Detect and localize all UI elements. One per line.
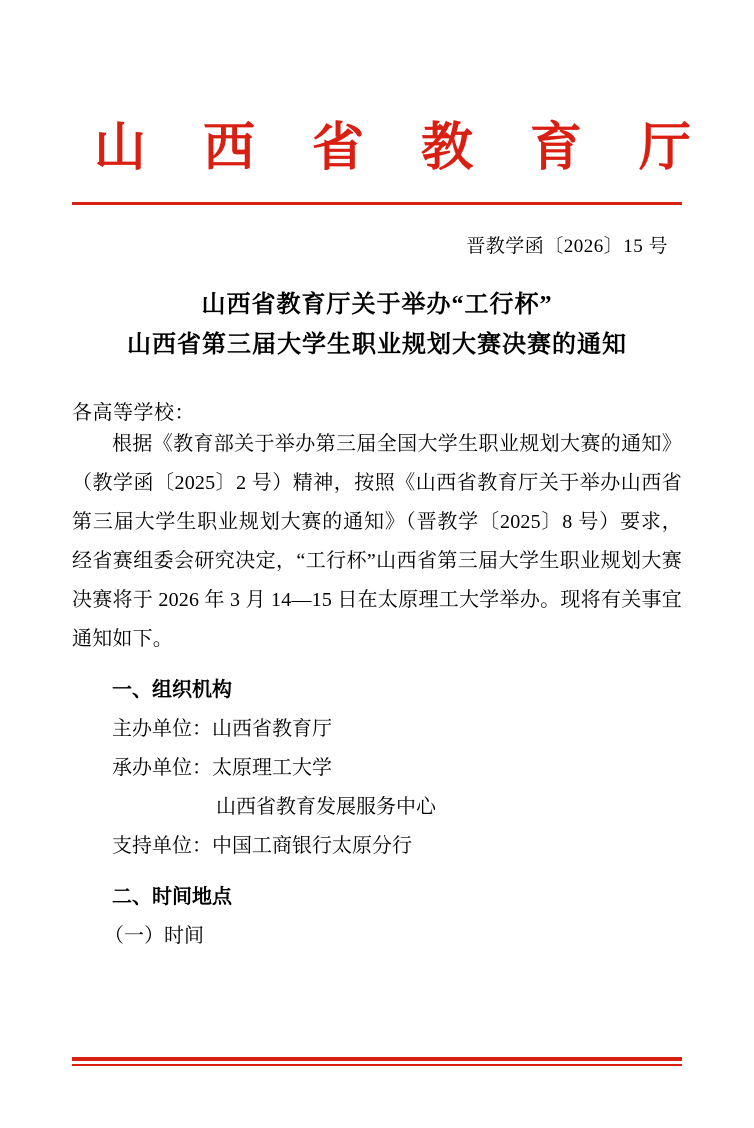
supporter-row [72, 827, 682, 866]
section-heading-time-place: 二、时间地点 [112, 885, 232, 908]
document-number: 晋教学函〔2026〕15 号 [466, 236, 668, 258]
organizer-row [72, 710, 682, 749]
section-heading-organization: 一、组织机构 [112, 678, 232, 701]
organizer-label: 主办单位： [112, 717, 212, 740]
subsection-time: （一）时间 [104, 924, 204, 947]
footer-red-rule-thick [72, 1057, 682, 1061]
undertaker-value: 太原理工大学 [212, 756, 332, 779]
undertaker-row [72, 749, 682, 788]
masthead-title: 山 西 省 教 育 厅 [94, 120, 714, 177]
header-red-rule [72, 202, 682, 205]
document-title-line-1: 山西省教育厅关于举办“工行杯” [201, 292, 553, 319]
salutation: 各高等学校： [72, 401, 195, 424]
undertaker-row-2: 山西省教育发展服务中心 [216, 795, 436, 818]
supporter-label: 支持单位： [112, 834, 212, 857]
footer-red-rule-thin [72, 1064, 682, 1066]
document-page [0, 118, 754, 1128]
supporter-value: 中国工商银行太原分行 [212, 834, 412, 857]
masthead [72, 118, 714, 180]
footer-rules [72, 1057, 682, 1066]
document-title [72, 286, 682, 365]
organizer-value: 山西省教育厅 [212, 717, 332, 740]
undertaker-label: 承办单位： [112, 756, 212, 779]
document-title-line-2: 山西省第三届大学生职业规划大赛决赛的通知 [127, 331, 627, 358]
body-paragraph-1: 根据《教育部关于举办第三届全国大学生职业规划大赛的通知》（教学函〔2025〕2 号）精神，按照《山西省教育厅关于举办山西省第三届大学生职业规划大赛的通知》（晋教学〔2025〕8 号）要求，经省赛组委会研究决定，“工行杯”山西省第三届大学生职业规划大赛决赛将于 2026 年 3 月 14—15 日在太原理工大学举办。现将有关事宜通知如下。 [72, 432, 682, 650]
